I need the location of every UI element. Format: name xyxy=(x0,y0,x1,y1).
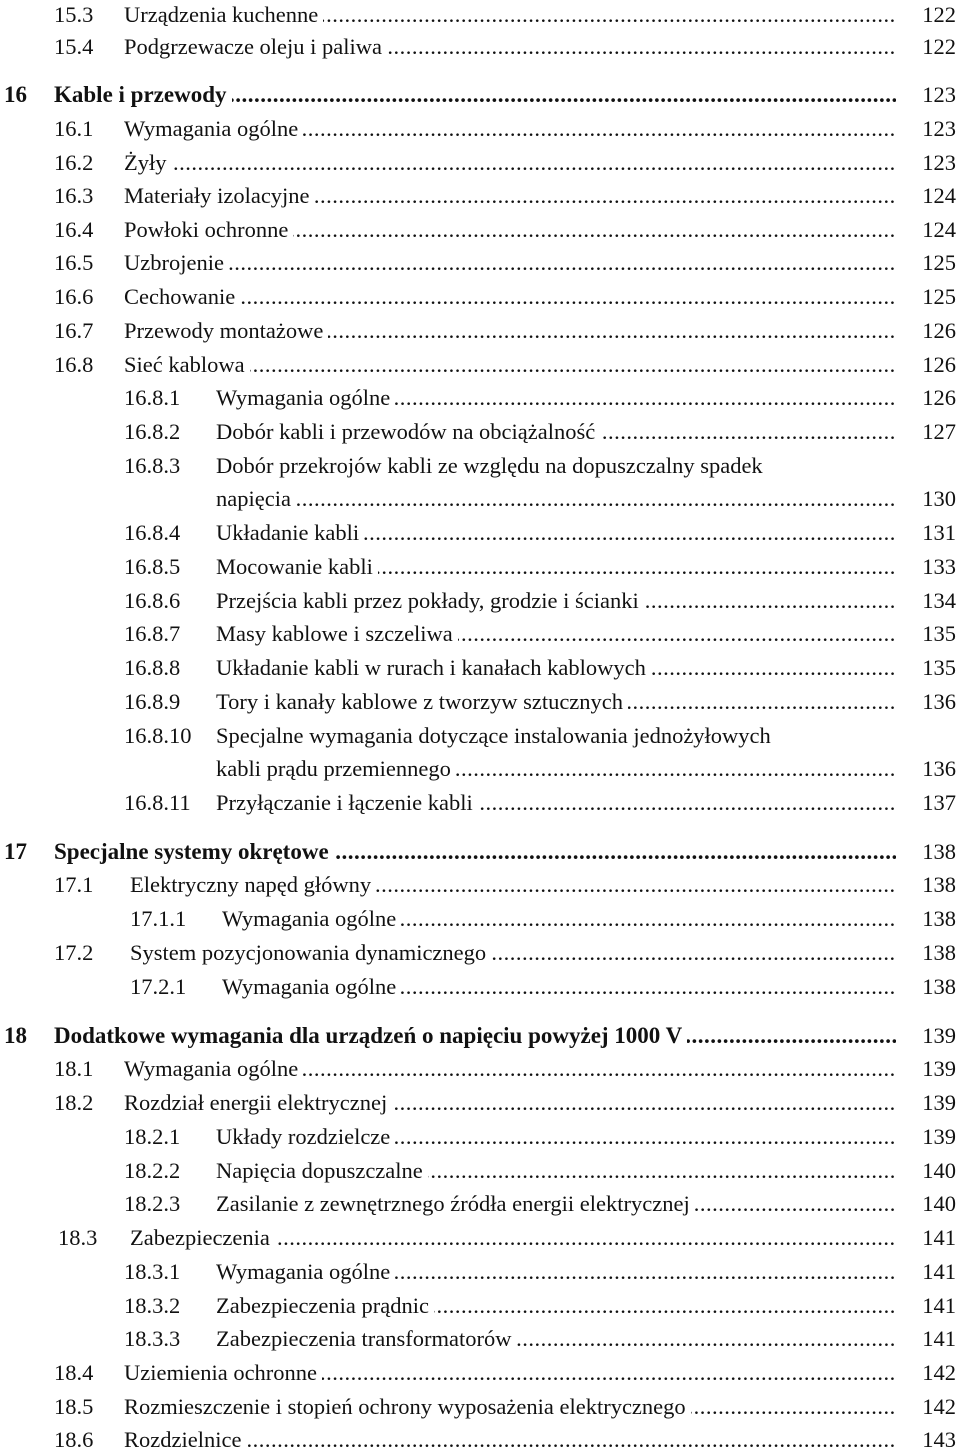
toc-entry-page: 123 xyxy=(922,82,956,107)
toc-entry-number: 18.3.3 xyxy=(124,1326,181,1351)
toc-entry[interactable] xyxy=(0,1189,960,1219)
toc-entry-number: 17.1.1 xyxy=(130,906,187,931)
toc-entry-title: Dobór przekrojów kabli ze względu na dopuszczalny spadek xyxy=(216,453,763,478)
toc-entry-title-line xyxy=(216,484,896,514)
toc-entry[interactable] xyxy=(0,1223,960,1253)
toc-entry-page: 122 xyxy=(922,2,956,27)
toc-entry-number: 18.2.2 xyxy=(124,1158,181,1183)
toc-entry-page: 139 xyxy=(922,1124,956,1149)
toc-entry[interactable] xyxy=(0,552,960,582)
toc-entry-title-line xyxy=(216,1156,896,1186)
toc-entry-title-line xyxy=(216,721,956,751)
toc-entry-page: 141 xyxy=(922,1326,956,1351)
toc-entry-page: 142 xyxy=(922,1394,956,1419)
toc-entry-title-line xyxy=(216,1189,896,1219)
toc-entry-title: Zasilanie z zewnętrznego źródła energii elektrycznej xyxy=(216,1191,695,1216)
toc-entry-title-line xyxy=(124,181,896,211)
toc-entry-page: 138 xyxy=(922,940,956,965)
toc-entry-title-line xyxy=(222,972,896,1002)
toc-entry-title-line xyxy=(216,619,896,649)
toc-entry-page: 139 xyxy=(922,1023,956,1048)
toc-entry-title-line xyxy=(216,586,896,616)
toc-entry-title: Uzbrojenie xyxy=(124,250,229,275)
toc-entry[interactable] xyxy=(0,837,960,867)
toc-entry-title: Cechowanie xyxy=(124,284,240,309)
toc-entry-number: 18.6 xyxy=(54,1427,94,1452)
toc-entry-number: 16.8 xyxy=(54,352,94,377)
toc-entry-title-line xyxy=(216,788,896,818)
toc-entry-title: Przejścia kabli przez pokłady, grodzie i ścianki xyxy=(216,588,644,613)
toc-entry[interactable] xyxy=(0,619,960,649)
toc-entry-title-line xyxy=(124,1054,896,1084)
toc-entry[interactable] xyxy=(0,1392,960,1422)
toc-entry-page: 141 xyxy=(922,1259,956,1284)
toc-entry-number: 17 xyxy=(4,839,27,864)
toc-entry-title-line xyxy=(216,1324,896,1354)
toc-entry-title-line xyxy=(216,754,896,784)
toc-entry[interactable] xyxy=(0,1156,960,1186)
toc-entry[interactable] xyxy=(0,972,960,1002)
toc-entry-page: 126 xyxy=(922,352,956,377)
toc-entry-number: 18.2.1 xyxy=(124,1124,181,1149)
toc-entry-title: kabli prądu przemiennego xyxy=(216,756,456,781)
toc-entry-title-line xyxy=(124,0,896,30)
toc-entry-number: 16.8.5 xyxy=(124,554,181,579)
toc-entry-number: 18.2 xyxy=(54,1090,94,1115)
toc-entry-page: 138 xyxy=(922,839,956,864)
toc-entry-title: Układanie kabli xyxy=(216,520,364,545)
toc-entry-title: Żyły xyxy=(124,150,172,175)
toc-entry-page: 124 xyxy=(922,183,956,208)
toc-entry-number: 18.5 xyxy=(54,1394,94,1419)
toc-entry-number: 18 xyxy=(4,1023,27,1048)
toc-entry-page: 126 xyxy=(922,385,956,410)
toc-entry-title-line xyxy=(124,32,896,62)
toc-entry-page: 143 xyxy=(922,1427,956,1452)
toc-entry-title: Układy rozdzielcze xyxy=(216,1124,395,1149)
toc-entry-page: 136 xyxy=(922,756,956,781)
toc-entry-title: Dodatkowe wymagania dla urządzeń o napięciu powyżej 1000 V xyxy=(54,1023,687,1048)
toc-entry[interactable] xyxy=(0,417,960,447)
toc-entry[interactable] xyxy=(0,518,960,548)
toc-entry-title: Układanie kabli w rurach i kanałach kablowych xyxy=(216,655,651,680)
toc-entry[interactable] xyxy=(0,788,960,818)
toc-entry-page: 124 xyxy=(922,217,956,242)
toc-entry-page: 138 xyxy=(922,974,956,999)
toc-entry-number: 17.2.1 xyxy=(130,974,187,999)
toc-entry-number: 18.3.1 xyxy=(124,1259,181,1284)
toc-entry-title: Rozdział energii elektrycznej xyxy=(124,1090,392,1115)
toc-entry-title-line xyxy=(216,1122,896,1152)
toc-entry-number: 17.1 xyxy=(54,872,94,897)
toc-entry-number: 16.4 xyxy=(54,217,94,242)
toc-entry[interactable] xyxy=(0,383,960,413)
toc-entry-title-line xyxy=(216,552,896,582)
toc-entry-title: Uziemienia ochronne xyxy=(124,1360,322,1385)
toc-entry[interactable] xyxy=(0,1358,960,1388)
toc-entry-title-line xyxy=(216,451,956,481)
toc-entry[interactable] xyxy=(0,484,960,514)
toc-entry-title: Przewody montażowe xyxy=(124,318,328,343)
toc-entry-title-line xyxy=(222,904,896,934)
toc-entry-title: System pozycjonowania dynamicznego xyxy=(130,940,491,965)
toc-entry-title-line xyxy=(54,837,896,867)
toc-entry-page: 127 xyxy=(922,419,956,444)
toc-entry[interactable] xyxy=(0,586,960,616)
toc-entry[interactable] xyxy=(0,282,960,312)
toc-entry-title: Mocowanie kabli xyxy=(216,554,378,579)
toc-entry-title-line xyxy=(216,518,896,548)
toc-entry-number: 17.2 xyxy=(54,940,94,965)
toc-entry[interactable] xyxy=(0,938,960,968)
toc-entry[interactable] xyxy=(0,32,960,62)
toc-entry-page: 137 xyxy=(922,790,956,815)
toc-entry[interactable] xyxy=(0,215,960,245)
toc-entry-title: Tory i kanały kablowe z tworzyw sztucznych xyxy=(216,689,628,714)
toc-entry-title-line xyxy=(216,417,896,447)
toc-entry-title-line xyxy=(124,350,896,380)
toc-entry-title-line xyxy=(216,687,896,717)
toc-entry[interactable] xyxy=(0,721,960,751)
toc-entry-title-line xyxy=(130,1223,896,1253)
toc-entry[interactable] xyxy=(0,350,960,380)
toc-entry-title: Urządzenia kuchenne xyxy=(124,2,323,27)
toc-entry-title: Masy kablowe i szczeliwa xyxy=(216,621,458,646)
toc-entry-title-line xyxy=(124,114,896,144)
toc-entry-page: 122 xyxy=(922,34,956,59)
toc-entry-title-line xyxy=(124,282,896,312)
toc-entry-number: 16.8.11 xyxy=(124,790,191,815)
toc-entry[interactable] xyxy=(0,0,960,30)
toc-entry-number: 16.8.8 xyxy=(124,655,181,680)
toc-entry-number: 16 xyxy=(4,82,27,107)
toc-entry-number: 18.1 xyxy=(54,1056,94,1081)
toc-entry-title-line xyxy=(124,316,896,346)
toc-entry-title: Powłoki ochronne xyxy=(124,217,293,242)
toc-entry[interactable] xyxy=(0,653,960,683)
toc-entry-title: Zabezpieczenia prądnic xyxy=(216,1293,434,1318)
toc-entry-title: Przyłączanie i łączenie kabli xyxy=(216,790,478,815)
toc-entry-title-line xyxy=(216,1257,896,1287)
toc-entry-page: 140 xyxy=(922,1158,956,1183)
toc-entry[interactable] xyxy=(0,248,960,278)
toc-entry-page: 138 xyxy=(922,872,956,897)
toc-entry-title-line xyxy=(124,248,896,278)
toc-entry[interactable] xyxy=(0,1257,960,1287)
toc-entry[interactable] xyxy=(0,181,960,211)
toc-entry-title: Zabezpieczenia xyxy=(130,1225,275,1250)
toc-entry-title: Kable i przewody xyxy=(54,82,232,107)
toc-entry-number: 16.8.4 xyxy=(124,520,181,545)
toc-entry-title: Sieć kablowa xyxy=(124,352,250,377)
toc-entry-page: 134 xyxy=(922,588,956,613)
toc-entry-title-line xyxy=(124,1392,896,1422)
toc-entry-page: 135 xyxy=(922,621,956,646)
toc-entry[interactable] xyxy=(0,904,960,934)
toc-entry-title: Specjalne wymagania dotyczące instalowania jednożyłowych xyxy=(216,723,771,748)
toc-entry-title: Elektryczny napęd główny xyxy=(130,872,376,897)
toc-entry-title-line xyxy=(124,148,896,178)
toc-entry-title: Wymagania ogólne xyxy=(222,906,401,931)
toc-entry-title: Dobór kabli i przewodów na obciążalność xyxy=(216,419,600,444)
toc-entry[interactable] xyxy=(0,1021,960,1051)
toc-entry[interactable] xyxy=(0,316,960,346)
toc-entry-title-line xyxy=(124,1358,896,1388)
toc-entry-number: 16.8.7 xyxy=(124,621,181,646)
toc-entry-title-line xyxy=(216,383,896,413)
toc-entry-number: 16.8.2 xyxy=(124,419,181,444)
toc-entry[interactable] xyxy=(0,1291,960,1321)
toc-entry[interactable] xyxy=(0,1088,960,1118)
toc-entry-page: 123 xyxy=(922,116,956,141)
toc-entry-page: 138 xyxy=(922,906,956,931)
toc-entry-page: 142 xyxy=(922,1360,956,1385)
toc-entry-number: 18.3 xyxy=(58,1225,98,1250)
toc-entry-number: 16.8.9 xyxy=(124,689,181,714)
toc-entry[interactable] xyxy=(0,687,960,717)
toc-entry-title-line xyxy=(54,80,896,110)
toc-entry-title-line xyxy=(130,870,896,900)
toc-entry-number: 15.4 xyxy=(54,34,94,59)
toc-entry-number: 16.6 xyxy=(54,284,94,309)
toc-entry-page: 136 xyxy=(922,689,956,714)
toc-entry-number: 16.1 xyxy=(54,116,94,141)
toc-entry-page: 139 xyxy=(922,1090,956,1115)
toc-entry-title: Zabezpieczenia transformatorów xyxy=(216,1326,516,1351)
toc-entry-number: 16.5 xyxy=(54,250,94,275)
toc-entry-title: Napięcia dopuszczalne xyxy=(216,1158,428,1183)
toc-entry-title-line xyxy=(124,1088,896,1118)
toc-entry-page: 141 xyxy=(922,1293,956,1318)
toc-entry-number: 16.7 xyxy=(54,318,94,343)
toc-entry-title: Wymagania ogólne xyxy=(124,116,303,141)
toc-entry[interactable] xyxy=(0,1425,960,1455)
toc-entry-title-line xyxy=(216,653,896,683)
toc-entry[interactable] xyxy=(0,1324,960,1354)
toc-entry-title: Materiały izolacyjne xyxy=(124,183,315,208)
toc-entry-page: 131 xyxy=(922,520,956,545)
toc-entry-title-line xyxy=(216,1291,896,1321)
toc-entry[interactable] xyxy=(0,451,960,481)
toc-entry-title: Wymagania ogólne xyxy=(216,385,395,410)
toc-entry-page: 140 xyxy=(922,1191,956,1216)
toc-entry[interactable] xyxy=(0,1054,960,1084)
toc-entry-page: 135 xyxy=(922,655,956,680)
toc-entry-title: Podgrzewacze oleju i paliwa xyxy=(124,34,387,59)
toc-entry-number: 16.8.1 xyxy=(124,385,181,410)
toc-entry-number: 15.3 xyxy=(54,2,94,27)
toc-entry-number: 16.8.3 xyxy=(124,453,181,478)
toc-entry[interactable] xyxy=(0,80,960,110)
toc-entry-title-line xyxy=(130,938,896,968)
toc-entry-number: 18.2.3 xyxy=(124,1191,181,1216)
toc-entry-page: 125 xyxy=(922,250,956,275)
toc-entry-page: 126 xyxy=(922,318,956,343)
toc-entry[interactable] xyxy=(0,754,960,784)
toc-entry[interactable] xyxy=(0,148,960,178)
toc-entry-title: Wymagania ogólne xyxy=(222,974,401,999)
toc-entry-page: 130 xyxy=(922,486,956,511)
toc-entry-number: 18.3.2 xyxy=(124,1293,181,1318)
toc-entry[interactable] xyxy=(0,1122,960,1152)
toc-entry-page: 123 xyxy=(922,150,956,175)
toc-entry-page: 133 xyxy=(922,554,956,579)
toc-entry-title: Wymagania ogólne xyxy=(216,1259,395,1284)
toc-entry-title: Wymagania ogólne xyxy=(124,1056,303,1081)
toc-entry-page: 139 xyxy=(922,1056,956,1081)
toc-entry-title: napięcia xyxy=(216,486,296,511)
toc-entry[interactable] xyxy=(0,114,960,144)
toc-entry-page: 125 xyxy=(922,284,956,309)
toc-entry-page: 141 xyxy=(922,1225,956,1250)
toc-entry-title-line xyxy=(124,215,896,245)
toc-entry-number: 16.8.6 xyxy=(124,588,181,613)
toc-entry-number: 16.8.10 xyxy=(124,723,192,748)
toc-entry-title: Rozmieszczenie i stopień ochrony wyposażenia elektrycznego xyxy=(124,1394,691,1419)
toc-entry[interactable] xyxy=(0,870,960,900)
toc-entry-title-line xyxy=(54,1021,896,1051)
toc-entry-title: Specjalne systemy okrętowe xyxy=(54,839,334,864)
toc-entry-number: 16.2 xyxy=(54,150,94,175)
toc-entry-title: Rozdzielnice xyxy=(124,1427,246,1452)
toc-entry-number: 18.4 xyxy=(54,1360,94,1385)
toc-entry-title-line xyxy=(124,1425,896,1455)
toc-entry-number: 16.3 xyxy=(54,183,94,208)
